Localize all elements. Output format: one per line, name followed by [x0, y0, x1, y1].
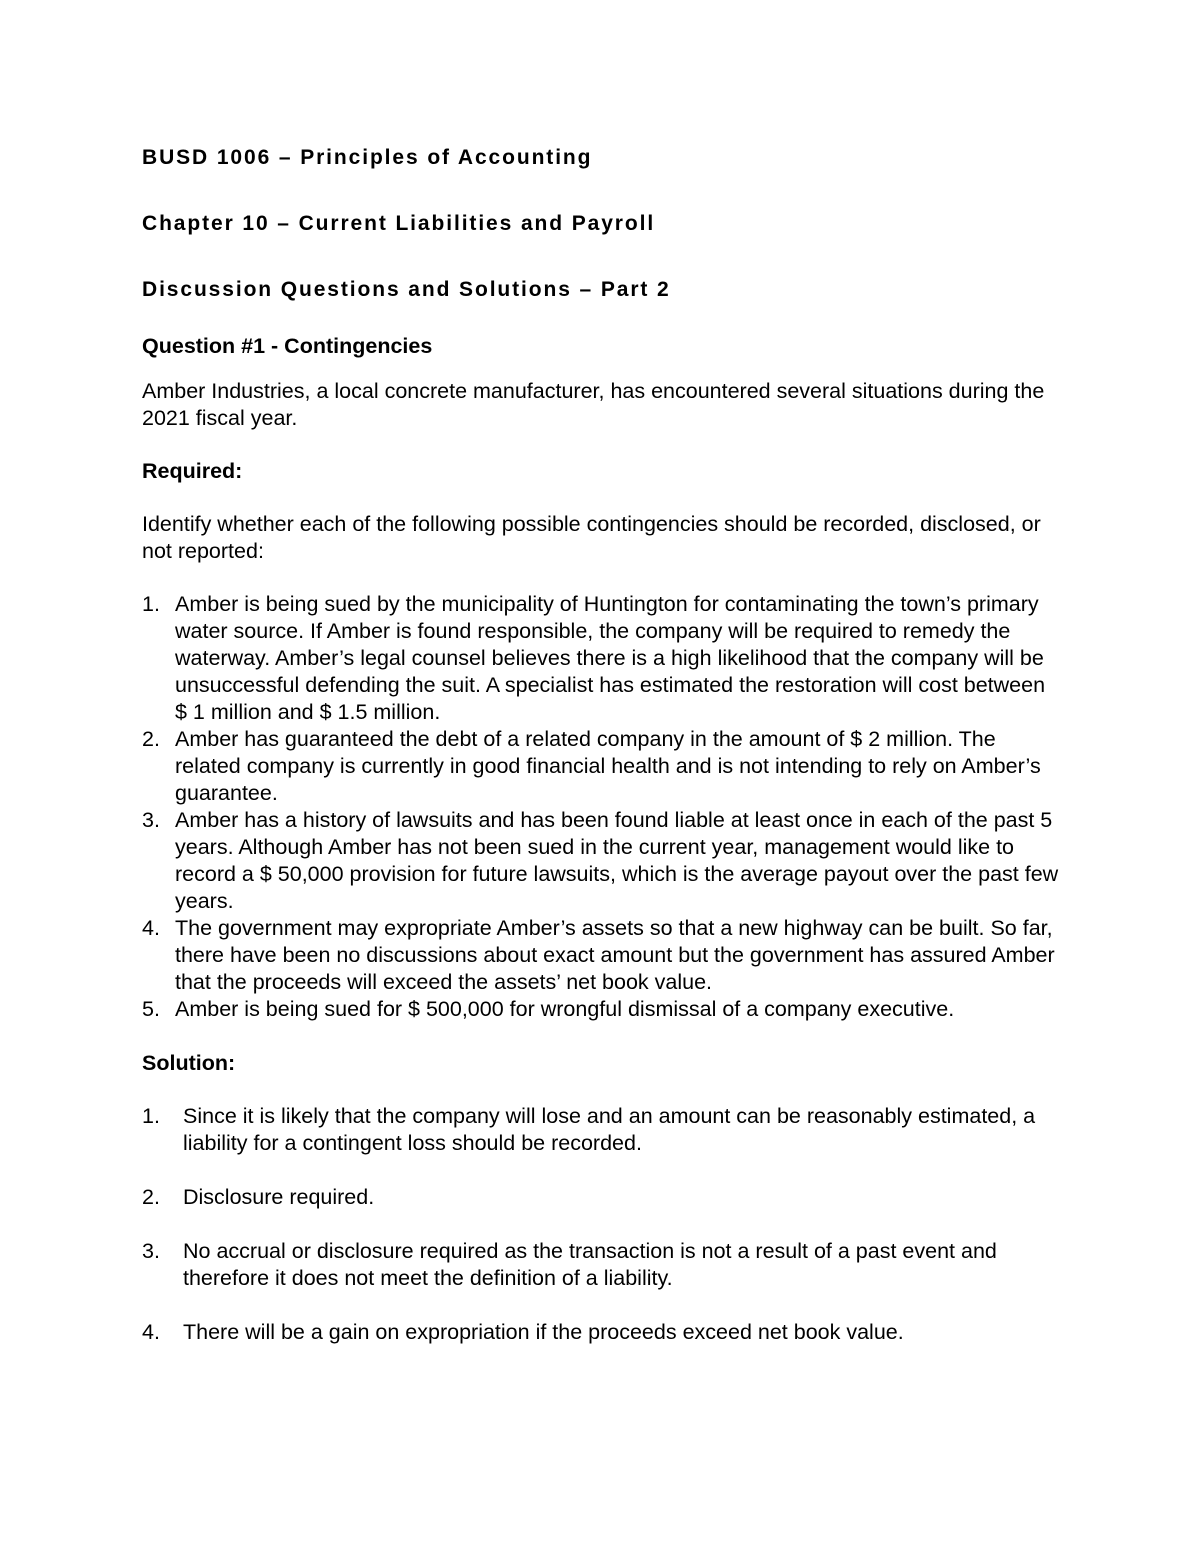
solution-item-number: 1. — [142, 1104, 160, 1128]
list-item-text: Amber has a history of lawsuits and has been found liable at least once in each of the past 5 years. Although Amber has not been sued in the current year, management would like to record a $ 50,000 provision for future lawsuits, which is the average payout over the past few years. — [175, 808, 1059, 913]
list-item — [142, 807, 1062, 915]
list-item-number: 4. — [142, 916, 160, 940]
solution-item-text: Since it is likely that the company will lose and an amount can be reasonably estimated, a liability for a contingent loss should be recorded. — [183, 1104, 1036, 1155]
list-item — [142, 591, 1062, 726]
solution-item — [142, 1184, 1062, 1211]
solution-label: Solution: — [142, 1051, 236, 1075]
solution-list — [142, 1103, 1062, 1346]
discussion-title: Discussion Questions and Solutions – Part 2 — [142, 278, 671, 301]
list-item — [142, 915, 1062, 996]
solution-item-text: No accrual or disclosure required as the transaction is not a result of a past event and therefore it does not meet the definition of a liability. — [183, 1239, 997, 1290]
solution-item-number: 4. — [142, 1320, 160, 1344]
list-item-number: 2. — [142, 727, 160, 751]
required-label: Required: — [142, 459, 243, 483]
document-page — [142, 138, 1062, 1373]
question-intro: Amber Industries, a local concrete manufacturer, has encountered several situations during the 2021 fiscal year. — [142, 379, 1045, 430]
list-item-number: 1. — [142, 592, 160, 616]
list-item-text: The government may expropriate Amber’s assets so that a new highway can be built. So far, there have been no discussions about exact amount but the government has assured Amber that the proceeds will exceed the assets’ net book value. — [175, 916, 1055, 994]
chapter-title: Chapter 10 – Current Liabilities and Payroll — [142, 212, 656, 235]
list-item — [142, 996, 1062, 1023]
contingency-list — [142, 591, 1062, 1023]
question-instruction: Identify whether each of the following possible contingencies should be recorded, disclosed, or not reported: — [142, 512, 1041, 563]
solution-item — [142, 1238, 1062, 1292]
solution-item-text: Disclosure required. — [183, 1185, 375, 1209]
question-title: Question #1 - Contingencies — [142, 334, 433, 358]
solution-item — [142, 1319, 1062, 1346]
solution-item-text: There will be a gain on expropriation if the proceeds exceed net book value. — [183, 1320, 904, 1344]
list-item-text: Amber has guaranteed the debt of a related company in the amount of $ 2 million. The related company is currently in good financial health and is not intending to rely on Amber’s guarantee. — [175, 727, 1041, 805]
list-item-number: 5. — [142, 997, 160, 1021]
solution-item-number: 3. — [142, 1239, 160, 1263]
solution-item — [142, 1103, 1062, 1157]
course-title: BUSD 1006 – Principles of Accounting — [142, 146, 593, 169]
list-item-text: Amber is being sued for $ 500,000 for wrongful dismissal of a company executive. — [175, 997, 955, 1021]
solution-item-number: 2. — [142, 1185, 160, 1209]
list-item-number: 3. — [142, 808, 160, 832]
list-item-text: Amber is being sued by the municipality of Huntington for contaminating the town’s primary water source. If Amber is found responsible, the company will be required to remedy the waterway. Amber’s legal counsel believes there is a high likelihood that the company will be unsuccessful defending the suit. A specialist has estimated the restoration will cost between $ 1 million and $ 1.5 million. — [175, 592, 1046, 724]
list-item — [142, 726, 1062, 807]
